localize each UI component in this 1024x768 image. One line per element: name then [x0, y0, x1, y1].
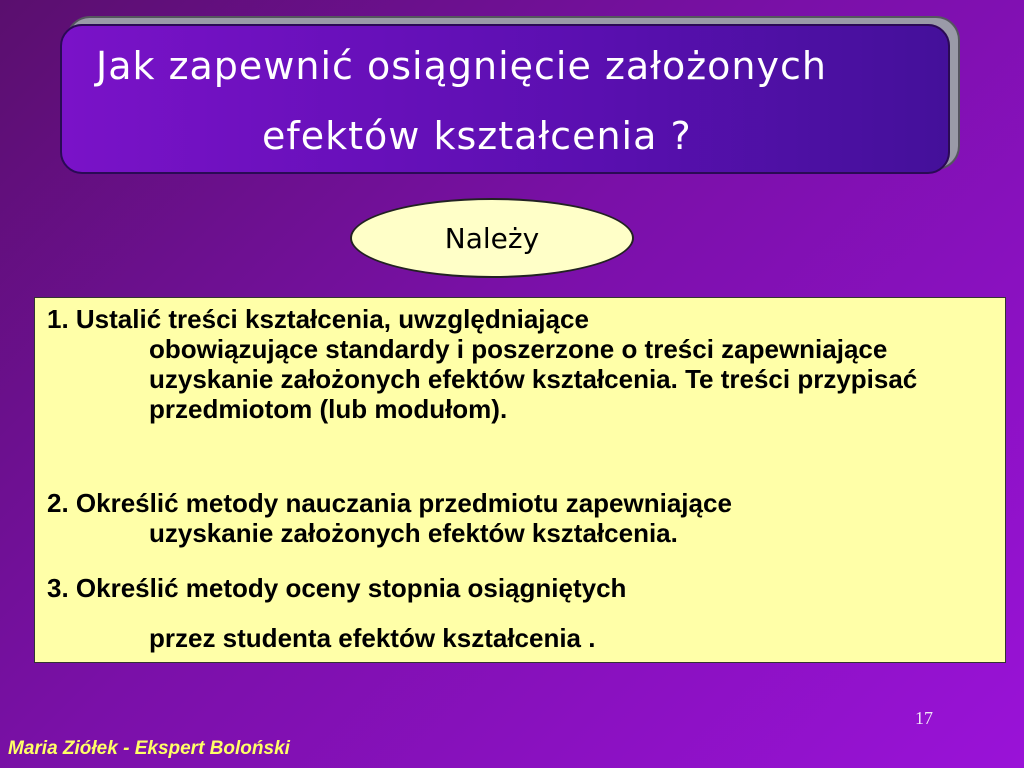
- slide-title-line-1: Jak zapewnić osiągnięcie założonych: [96, 44, 827, 88]
- list-item-2: [47, 488, 732, 548]
- page-number: 17: [915, 708, 933, 728]
- content-box: [34, 297, 1006, 663]
- list-item-1-continuation: obowiązujące standardy i poszerzone o treści zapewniające uzyskanie założonych efektów kształcenia. Te treści przypisać przedmiotom (lub modułom).: [149, 334, 918, 424]
- slide-title-line-2: efektów kształcenia ?: [262, 114, 692, 158]
- list-item-1-first-line: 1. Ustalić treści kształcenia, uwzględniające: [47, 304, 589, 334]
- footer-author: Maria Ziółek - Ekspert Boloński: [8, 738, 290, 759]
- list-item-1: [47, 304, 969, 424]
- oval-label: Należy: [350, 198, 634, 278]
- list-item-3-first-line: 3. Określić metody oceny stopnia osiągniętych: [47, 573, 627, 603]
- list-item-3: [47, 573, 626, 653]
- list-item-3-continuation: przez studenta efektów kształcenia .: [149, 623, 596, 653]
- list-item-2-continuation: uzyskanie założonych efektów kształcenia.: [149, 518, 678, 548]
- title-box: [60, 24, 950, 174]
- list-item-2-first-line: 2. Określić metody nauczania przedmiotu zapewniające: [47, 488, 732, 518]
